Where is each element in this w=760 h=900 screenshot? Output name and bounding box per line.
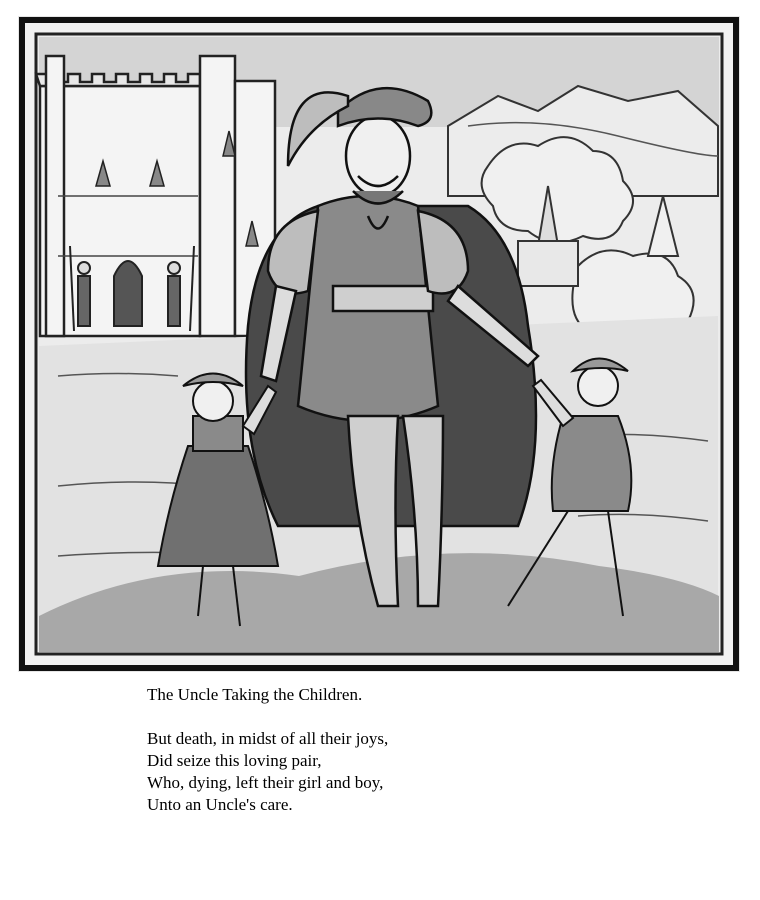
woodcut-illustration — [18, 16, 740, 672]
uncle-head — [346, 116, 410, 196]
caption-title: The Uncle Taking the Children. — [147, 685, 363, 704]
girl-head — [193, 381, 233, 421]
boy-tunic — [552, 416, 632, 511]
verse-line: Unto an Uncle's care. — [147, 795, 293, 814]
boy-head — [578, 366, 618, 406]
verse-line: Did seize this loving pair, — [147, 751, 322, 770]
castle-door — [114, 261, 142, 326]
verse-line: Who, dying, left their girl and boy, — [147, 773, 384, 792]
verse-line: But death, in midst of all their joys, — [147, 729, 389, 748]
caption-block — [147, 684, 707, 816]
